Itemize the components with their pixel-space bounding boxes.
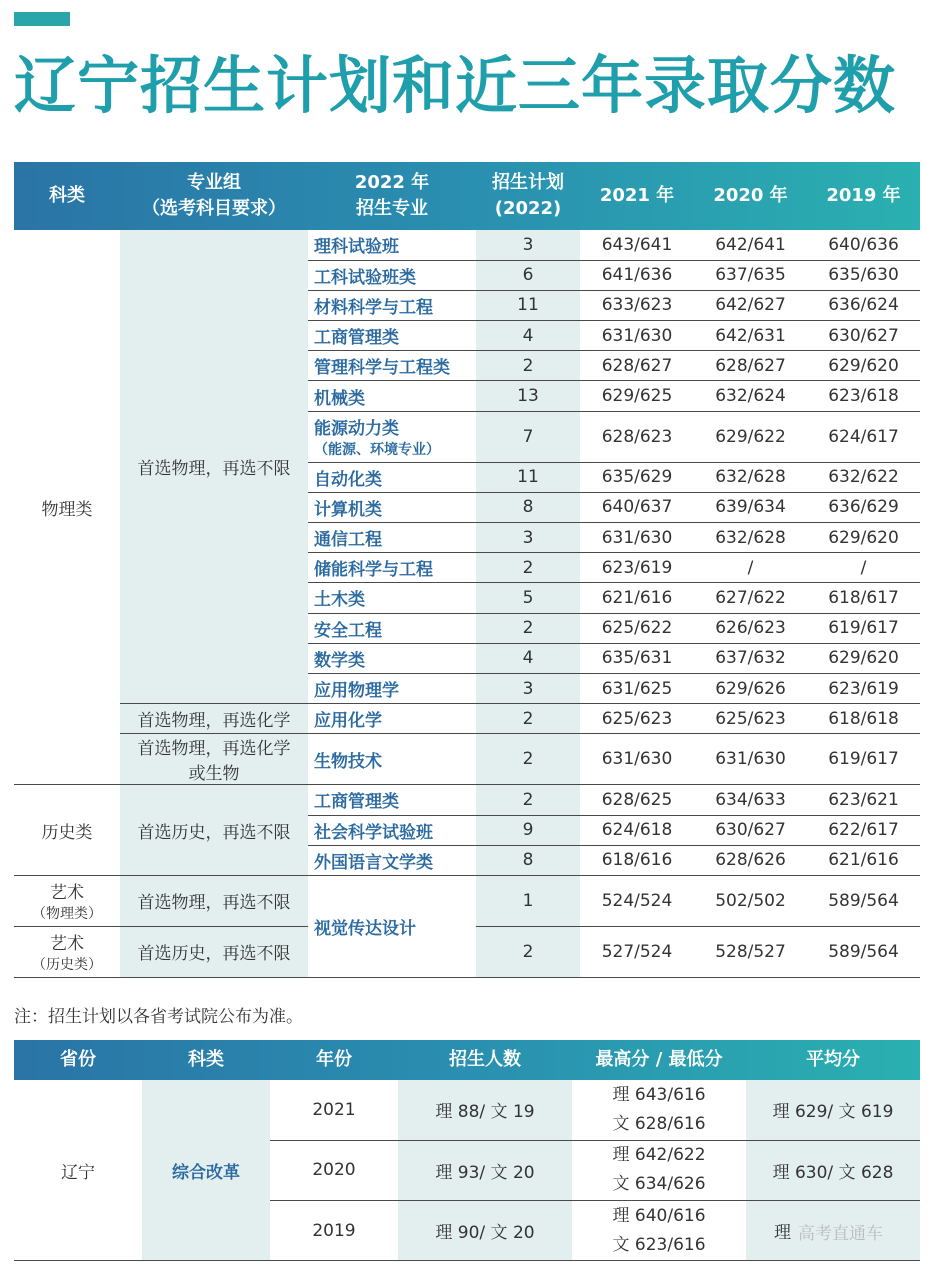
group-cell: 首选物理，再选化学 xyxy=(120,704,308,734)
kelei-history: 历史类 xyxy=(14,785,120,876)
major-cell: 社会科学试验班 xyxy=(308,815,476,845)
major-cell: 工科试验班类 xyxy=(308,260,476,290)
header-major: 2022 年 招生专业 xyxy=(354,172,430,219)
plan-cell: 2 xyxy=(476,704,580,734)
score-2020: 642/631 xyxy=(694,321,807,351)
plan-cell: 4 xyxy=(476,643,580,673)
major-cell: 储能科学与工程 xyxy=(308,553,476,583)
major-cell: 生物技术 xyxy=(308,734,476,785)
score-2019: 630/627 xyxy=(807,321,920,351)
score-2020: 631/630 xyxy=(694,734,807,785)
plan-cell: 2 xyxy=(476,926,580,977)
score-2020: 632/624 xyxy=(694,381,807,411)
score-2020: 639/634 xyxy=(694,492,807,522)
admission-plan-table xyxy=(14,162,920,978)
table-row xyxy=(14,734,920,785)
score-2021: 524/524 xyxy=(580,875,694,926)
score-2019: 619/617 xyxy=(807,734,920,785)
maxmin-cell: 理 642/622 文 634/626 xyxy=(572,1140,746,1200)
watermark: 高考直通车 xyxy=(798,1224,883,1244)
score-2021: 629/625 xyxy=(580,381,694,411)
score-2020: 642/641 xyxy=(694,230,807,260)
score-2020: 626/623 xyxy=(694,613,807,643)
score-2021: 624/618 xyxy=(580,815,694,845)
group-cell: 首选历史，再选不限 xyxy=(120,785,308,876)
score-2021: 527/524 xyxy=(580,926,694,977)
major-cell: 自动化类 xyxy=(308,462,476,492)
major-cell: 应用化学 xyxy=(308,704,476,734)
score-2020: 629/626 xyxy=(694,673,807,703)
plan-cell: 6 xyxy=(476,260,580,290)
header-province: 省份 xyxy=(60,1049,96,1070)
score-2021: 635/631 xyxy=(580,643,694,673)
major-cell: 外国语言文学类 xyxy=(308,845,476,875)
table-row xyxy=(14,704,920,734)
major-cell: 计算机类 xyxy=(308,492,476,522)
avg-cell: 理 630/ 文 628 xyxy=(746,1140,920,1200)
score-2019: 623/618 xyxy=(807,381,920,411)
accent-bar xyxy=(14,12,70,26)
score-2021: 628/627 xyxy=(580,351,694,381)
score-2021: 631/625 xyxy=(580,673,694,703)
plan-cell: 2 xyxy=(476,351,580,381)
plan-cell: 3 xyxy=(476,523,580,553)
plan-cell: 3 xyxy=(476,230,580,260)
score-2020: 502/502 xyxy=(694,875,807,926)
score-2019: 629/620 xyxy=(807,643,920,673)
count-cell: 理 93/ 文 20 xyxy=(398,1140,572,1200)
score-2020: 625/623 xyxy=(694,704,807,734)
plan-cell: 8 xyxy=(476,845,580,875)
score-2019: 629/620 xyxy=(807,351,920,381)
major-cell: 视觉传达设计 xyxy=(308,875,476,977)
major-cell: 通信工程 xyxy=(308,523,476,553)
table-row xyxy=(14,1080,920,1140)
major-cell: 管理科学与工程类 xyxy=(308,351,476,381)
score-2019: 629/620 xyxy=(807,523,920,553)
kelei-cell: 综合改革 xyxy=(142,1080,270,1261)
table-row xyxy=(14,230,920,260)
score-2020: 628/626 xyxy=(694,845,807,875)
score-2019: 589/564 xyxy=(807,926,920,977)
plan-cell: 2 xyxy=(476,613,580,643)
score-2021: 641/636 xyxy=(580,260,694,290)
maxmin-cell: 理 640/616 文 623/616 xyxy=(572,1201,746,1261)
plan-cell: 9 xyxy=(476,815,580,845)
score-2021: 631/630 xyxy=(580,321,694,351)
major-cell: 机械类 xyxy=(308,381,476,411)
score-2020: 628/627 xyxy=(694,351,807,381)
score-2021: 633/623 xyxy=(580,290,694,320)
score-2020: 634/633 xyxy=(694,785,807,815)
score-2019: / xyxy=(807,553,920,583)
kelei-art-physics: 艺术 （物理类） xyxy=(14,875,120,926)
major-cell: 土木类 xyxy=(308,583,476,613)
header-count: 招生人数 xyxy=(449,1049,521,1070)
score-2020: 642/627 xyxy=(694,290,807,320)
group-cell: 首选物理，再选化学 或生物 xyxy=(120,734,308,785)
score-2021: 628/625 xyxy=(580,785,694,815)
admission-history-table xyxy=(14,1040,920,1261)
plan-cell: 3 xyxy=(476,673,580,703)
score-2020: 637/635 xyxy=(694,260,807,290)
score-2019: 618/617 xyxy=(807,583,920,613)
score-2019: 635/630 xyxy=(807,260,920,290)
score-2021: 618/616 xyxy=(580,845,694,875)
score-2020: 627/622 xyxy=(694,583,807,613)
score-2019: 636/629 xyxy=(807,492,920,522)
score-2019: 618/618 xyxy=(807,704,920,734)
table-header-row xyxy=(14,162,920,230)
plan-cell: 8 xyxy=(476,492,580,522)
score-2021: 625/622 xyxy=(580,613,694,643)
header-maxmin: 最高分 / 最低分 xyxy=(595,1049,723,1070)
table-row xyxy=(14,785,920,815)
major-subtitle: （能源、环境专业） xyxy=(314,442,440,459)
year-cell: 2020 xyxy=(270,1140,398,1200)
page-title: 辽宁招生计划和近三年录取分数 xyxy=(14,49,897,122)
header-kelei: 科类 xyxy=(49,185,85,206)
plan-cell: 2 xyxy=(476,734,580,785)
score-2019: 622/617 xyxy=(807,815,920,845)
group-cell: 首选历史，再选不限 xyxy=(120,926,308,977)
count-cell: 理 90/ 文 20 xyxy=(398,1201,572,1261)
score-2019: 621/616 xyxy=(807,845,920,875)
header-2021: 2021 年 xyxy=(599,185,675,206)
score-2019: 623/621 xyxy=(807,785,920,815)
year-cell: 2021 xyxy=(270,1080,398,1140)
avg-cell: 理 xyxy=(746,1201,920,1261)
plan-cell: 13 xyxy=(476,381,580,411)
header-plan: 招生计划 (2022) xyxy=(492,172,564,219)
plan-cell: 11 xyxy=(476,290,580,320)
score-2021: 625/623 xyxy=(580,704,694,734)
score-2021: 621/616 xyxy=(580,583,694,613)
score-2021: 628/623 xyxy=(580,411,694,462)
plan-cell: 2 xyxy=(476,553,580,583)
plan-cell: 4 xyxy=(476,321,580,351)
plan-cell: 2 xyxy=(476,785,580,815)
score-2021: 631/630 xyxy=(580,523,694,553)
score-2021: 631/630 xyxy=(580,734,694,785)
province-cell: 辽宁 xyxy=(14,1080,142,1261)
table-header-row xyxy=(14,1040,920,1080)
major-cell: 材料科学与工程 xyxy=(308,290,476,320)
score-2021: 635/629 xyxy=(580,462,694,492)
score-2020: 632/628 xyxy=(694,462,807,492)
score-2019: 624/617 xyxy=(807,411,920,462)
score-2020: 629/622 xyxy=(694,411,807,462)
major-cell: 数学类 xyxy=(308,643,476,673)
header-2019: 2019 年 xyxy=(826,185,901,206)
kelei-physics: 物理类 xyxy=(14,230,120,785)
score-2021: 643/641 xyxy=(580,230,694,260)
score-2019: 619/617 xyxy=(807,613,920,643)
plan-cell: 5 xyxy=(476,583,580,613)
kelei-art-history: 艺术 （历史类） xyxy=(14,926,120,977)
table-row xyxy=(14,875,920,926)
plan-cell: 11 xyxy=(476,462,580,492)
major-cell: 安全工程 xyxy=(308,613,476,643)
major-cell: 理科试验班 xyxy=(308,230,476,260)
score-2019: 640/636 xyxy=(807,230,920,260)
header-2020: 2020 年 xyxy=(713,185,788,206)
header-year: 年份 xyxy=(316,1049,352,1070)
header-group: 专业组 （选考科目要求） xyxy=(142,172,286,219)
score-2020: 528/527 xyxy=(694,926,807,977)
group-cell: 首选物理，再选不限 xyxy=(120,875,308,926)
score-2019: 589/564 xyxy=(807,875,920,926)
score-2021: 640/637 xyxy=(580,492,694,522)
score-2020: 630/627 xyxy=(694,815,807,845)
header-kelei: 科类 xyxy=(188,1049,224,1070)
score-2020: 637/632 xyxy=(694,643,807,673)
score-2021: 623/619 xyxy=(580,553,694,583)
major-cell: 应用物理学 xyxy=(308,673,476,703)
major-cell: 工商管理类 xyxy=(308,785,476,815)
group-cell: 首选物理，再选不限 xyxy=(120,230,308,704)
score-2019: 632/622 xyxy=(807,462,920,492)
plan-cell: 7 xyxy=(476,411,580,462)
score-2019: 636/624 xyxy=(807,290,920,320)
header-avg: 平均分 xyxy=(806,1049,860,1070)
score-2019: 623/619 xyxy=(807,673,920,703)
avg-cell: 理 629/ 文 619 xyxy=(746,1080,920,1140)
year-cell: 2019 xyxy=(270,1201,398,1261)
footnote: 注：招生计划以各省考试院公布为准。 xyxy=(14,1007,303,1027)
major-cell: 工商管理类 xyxy=(308,321,476,351)
score-2020: / xyxy=(694,553,807,583)
count-cell: 理 88/ 文 19 xyxy=(398,1080,572,1140)
major-cell: 能源动力类 （能源、环境专业） xyxy=(308,411,476,462)
maxmin-cell: 理 643/616 文 628/616 xyxy=(572,1080,746,1140)
plan-cell: 1 xyxy=(476,875,580,926)
score-2020: 632/628 xyxy=(694,523,807,553)
